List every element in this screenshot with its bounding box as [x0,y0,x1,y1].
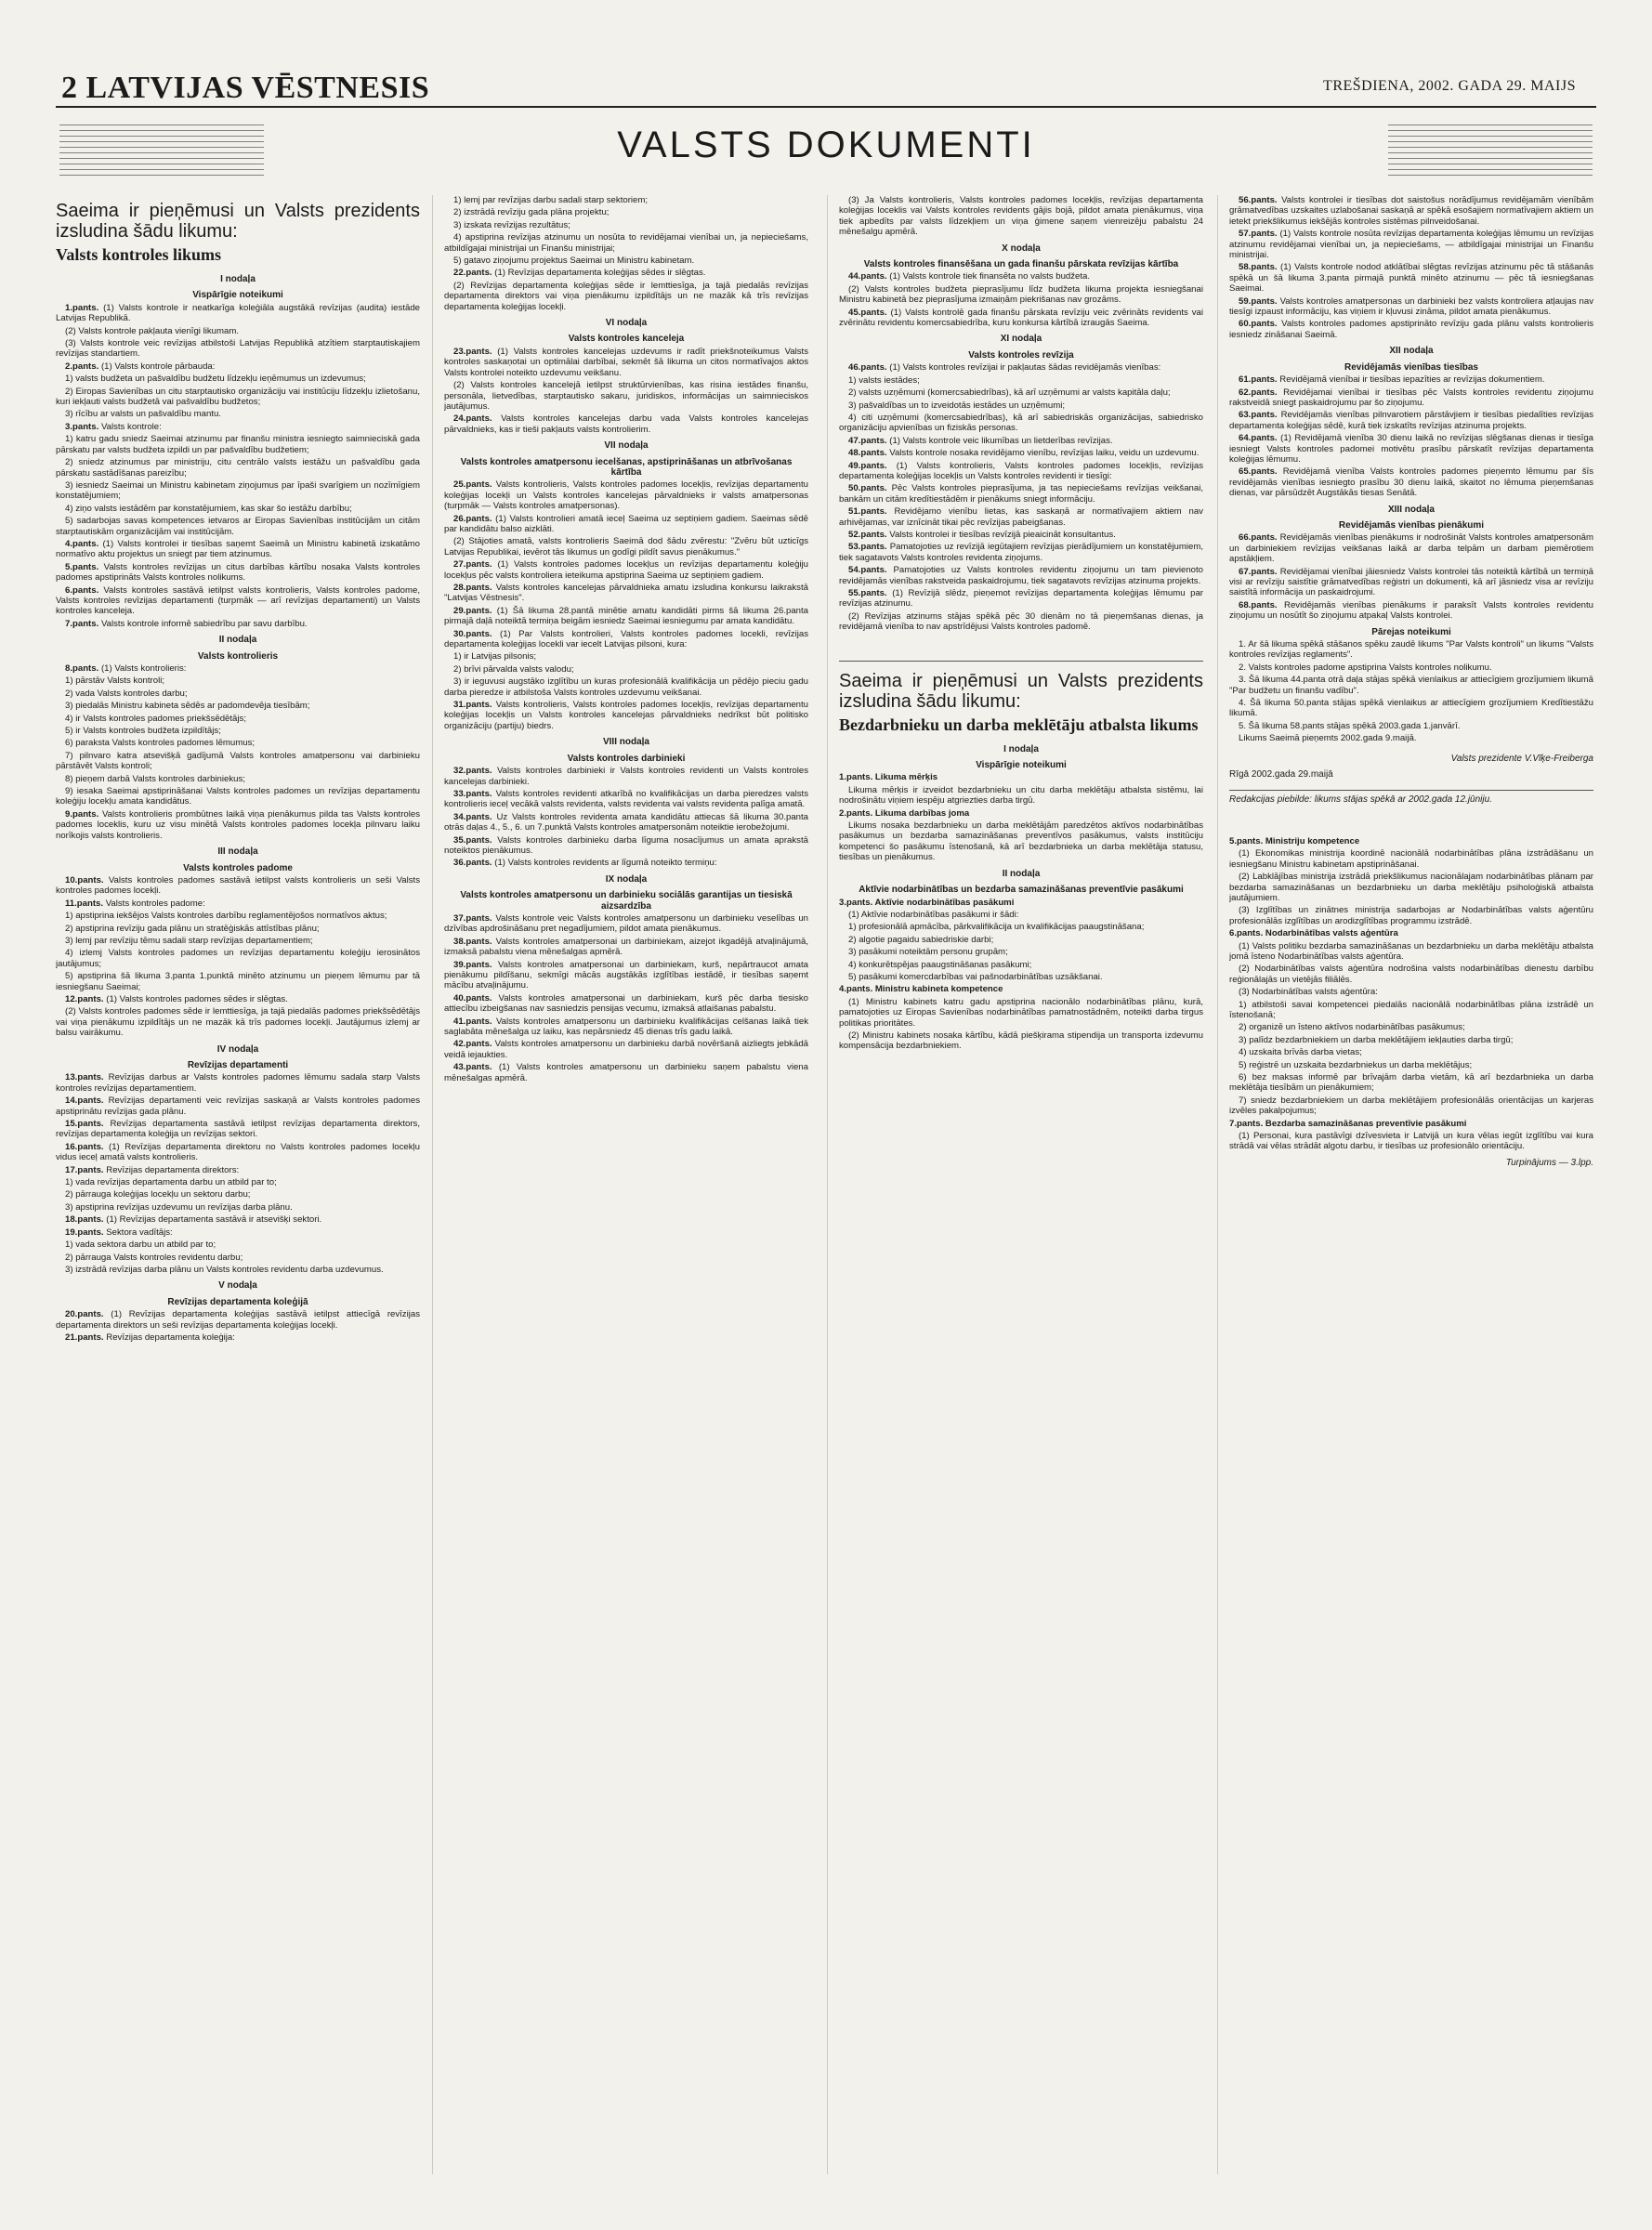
article-paragraph: 1) valsts iestādes; [848,374,920,386]
article-paragraph: (2) Revīzijas atzinums stājas spēkā pēc 30 dienām no tā pieņemšanas dienas, ja revidējamā vienība to nav apstrīdējusi Valsts kontroles padomē. [839,610,1203,633]
article-paragraph: 1) lemj par revīzijas darbu sadali starp sektoriem; [453,195,649,205]
article-paragraph: 30.pants. (1) Par Valsts kontrolieri, Valsts kontroles padomes locekli, revīzijas departamenta koleģijas locekli var iecelt Latvijas pilsoni, kura: [444,628,808,650]
article-paragraph: 40.pants. Valsts kontroles amatpersonai un darbiniekam, kurš pēc darba tiesisko attiecību izbeigšanas nav sasniedzis pensijas vecumu, izmaksā atlaišanas pabalstu. [444,992,808,1015]
article-paragraph: (2) Revīzijas departamenta koleģijas sēde ir lemttiesīga, ja tajā piedalās revīzijas departamenta direktors vai viņa pienākumu izpildītājs un ne mazāk kā trīs revīzijas departamenta koleģijas locekļi. [444,280,808,312]
article-paragraph: 2) pārrauga koleģijas locekļu un sektoru darbu; [65,1189,251,1200]
article-paragraph: 14.pants. Revīzijas departamenti veic revīzijas saskaņā ar Valsts kontroles padomes apstiprinātu revīzijas gada plānu. [56,1095,420,1117]
article-paragraph: (2) Valsts kontrole pakļauta vienīgi likumam. [65,325,239,336]
article-paragraph: 7.pants. Valsts kontrole informē sabiedrību par savu darbību. [65,618,308,629]
article-paragraph: (2) Nodarbinātības valsts aģentūra nodrošina valsts nodarbinātības dienestu darbību reģionālajās un vietējās filiālēs. [1229,964,1593,985]
article-paragraph: (1) Ekonomikas ministrija koordinē nacionālā nodarbinātības plāna izstrādāšanu un iesniegšanu Ministru kabinetam apstiprināšanai. [1229,848,1593,870]
article-paragraph: 5. Šā likuma 58.pants stājas spēkā 2003.gada 1.janvārī. [1239,720,1461,731]
article-paragraph: 21.pants. Revīzijas departamenta koleģija: [65,1331,235,1343]
article-paragraph: 59.pants. Valsts kontroles amatpersonas un darbinieki bez valsts kontroliera atļaujas nav tiesīgi izpaust informāciju, kas viņiem ir kļuvusi zināma, pildot amata pienākumus. [1229,295,1593,318]
article-paragraph: (3) Valsts kontrole veic revīzijas atbilstoši Latvijas Republikā atzītiem starptautiskajiem revīzijas standartiem. [56,338,420,360]
chapter-number: VIII nodaļa [602,737,649,748]
chapter-number: IV nodaļa [216,1043,259,1055]
article-paragraph: 34.pants. Uz Valsts kontroles revidenta amata kandidātu attiecas šā likuma 30.panta otrās daļas 4., 5., 6. un 7.punktā Valsts kontroles amatpersonām noteiktie ierobežojumi. [444,811,808,833]
article-paragraph: 35.pants. Valsts kontroles darbinieku darba līguma nosacījumus un amata aprakstā noteiktos pienākumus. [444,834,808,856]
article-paragraph: 5) pasākumi komercdarbības vai pašnodarbinātības uzsākšanai. [848,971,1103,982]
article-paragraph: (2) Stājoties amatā, valsts kontrolieris Saeimā dod šādu zvērestu: "Zvēru būt uzticīgs Latvijas Republikai, ievērot tās likumus un godīgi pildīt savus pienākumus." [444,536,808,558]
article-paragraph: 27.pants. (1) Valsts kontroles padomes locekļus un revīzijas departamentu koleģiju locekļus pēc valsts kontroliera ieteikuma apstiprina Saeima uz septiņiem gadiem. [444,559,808,581]
article-paragraph: 46.pants. (1) Valsts kontroles revīzijai ir pakļautas šādas revidējamās vienības: [848,362,1161,374]
article-paragraph: 2) Eiropas Savienības un citu starptautisko organizāciju vai institūciju līdzekļu izlietošanu, kuri iekļauti valsts budžetā vai pašvaldību budžetos; [56,386,420,408]
chapter-title: Valsts kontroles kanceleja [568,334,685,345]
article-paragraph: 26.pants. (1) Valsts kontrolieri amatā ieceļ Saeima uz septiņiem gadiem. Saeimas sēdē par kandidātu balso aizklāti. [444,513,808,534]
article-paragraph: 1) valsts budžeta un pašvaldību budžetu līdzekļu ieņēmumus un izdevumus; [65,374,366,385]
article-paragraph: 18.pants. (1) Revīzijas departamenta sastāvā ir atsevišķi sektori. [65,1214,322,1226]
chapter-title: Valsts kontroles darbinieki [567,753,686,764]
article-heading: 2.pants. Likuma darbības joma [839,807,970,819]
article-paragraph: 1) pārstāv Valsts kontroli; [65,676,164,687]
article-paragraph: 61.pants. Revidējamā vienībai ir tiesības iepazīties ar revīzijas dokumentiem. [1239,374,1545,386]
chapter-title: Aktīvie nodarbinātības un bezdarba samazināšanas preventīvie pasākumi [859,885,1184,896]
chapter-title: Vispārīgie noteikumi [976,760,1067,771]
chapter-title: Revidējamās vienības tiesības [1344,361,1478,373]
article-paragraph: 5) sadarbojas savas kompetences ietvaros ar Eiropas Savienības institūcijām un citām starptautiskām organizācijām vai institūcijām. [56,516,420,537]
article-paragraph: 1) profesionālā apmācība, pārkvalifikācija un kvalifikācijas paaugstināšana; [848,922,1145,933]
article-paragraph: 3) izskata revīzijas rezultātus; [453,219,570,230]
chapter-title: Valsts kontroles finansēšana un gada finanšu pārskata revīzijas kārtība [863,259,1179,270]
article-paragraph: (1) Aktīvie nodarbinātības pasākumi ir šādi: [848,909,1019,920]
article-separator [839,661,1203,662]
article-paragraph: 2) valsts uzņēmumi (komercsabiedrības), kā arī uzņēmumi ar valsts kapitāla daļu; [848,387,1171,399]
article-heading: 6.pants. Nodarbinātības valsts aģentūra [1229,928,1398,939]
column-3 [839,195,1203,2174]
article-heading: 3.pants. Aktīvie nodarbinātības pasākumi [839,897,1015,908]
chapter-number: III nodaļa [217,846,258,858]
article-paragraph: 22.pants. (1) Revīzijas departamenta koleģijas sēdes ir slēgtas. [453,268,706,279]
article-paragraph: 8) pieņem darbā Valsts kontroles darbiniekus; [65,773,245,784]
column-4 [1229,195,1593,2174]
chapter-number: VII nodaļa [604,440,649,452]
column-divider [1217,195,1218,2174]
editor-note: Redakcijas piebilde: likums stājas spēkā ar 2002.gada 12.jūniju. [1229,790,1593,805]
president-signature: Valsts prezidente V.Vīķe-Freiberga [1450,753,1593,764]
article-paragraph: (3) Ja Valsts kontrolieris, Valsts kontroles padomes locekļis, revīzijas departamenta koleģijas loceklis vai Valsts kontroles revidents gājis bojā, pildot amata pienākumus, viņa tiek apbedīts par valsts līdzekļiem un viņa ģimene saņem vienreizēju pabalstu 24 mēnešalgu apmērā. [839,195,1203,238]
article-paragraph: 4) citi uzņēmumi (komercsabiedrības), kā arī sabiedriskās organizācijas, sabiedrisko organizāciju apvienības un fiziskās personas. [839,412,1203,434]
chapter-number: X nodaļa [1002,243,1041,254]
article-paragraph: 7) pilnvaro katra atsevišķā gadījumā Valsts kontroles amatpersonu vai darbinieku pārstāvēt Valsts kontroli; [56,750,420,772]
article-paragraph: 55.pants. (1) Revīzijā slēdz, pieņemot revīzijas departamenta koleģijas lēmumu par revīzijas atzinumu. [839,588,1203,610]
article-paragraph: 3) rīcību ar valsts un pašvaldību mantu. [65,409,221,420]
chapter-title: Valsts kontrolieris [197,650,279,662]
article-paragraph: 32.pants. Valsts kontroles darbinieki ir Valsts kontroles revidenti un Valsts kontroles kancelejas darbinieki. [444,766,808,787]
chapter-title: Valsts kontroles revīzija [968,349,1074,361]
article-paragraph: 2. Valsts kontroles padome apstiprina Valsts kontroles nolikumu. [1239,662,1492,673]
article-paragraph: 1. Ar šā likuma spēkā stāšanos spēku zaudē likums "Par Valsts kontroli" un likums "Valsts kontroles revīzijas reglaments". [1229,639,1593,661]
article-paragraph: 4) konkurētspējas paaugstināšanas pasākumi; [848,959,1032,970]
article-paragraph: 9) iesaka Saeimai apstiprināšanai Valsts kontroles padomes un revīzijas departamentu koleģiju locekļu amata kandidātus. [56,786,420,807]
article-paragraph: 3. Šā likuma 44.panta otrā daļa stājas spēkā vienlaikus ar attiecīgiem grozījumiem likumā "Par budžetu un finanšu vadību". [1229,675,1593,696]
article-paragraph: 24.pants. Valsts kontroles kancelejas darbu vada Valsts kontroles kancelejas pārvaldnieks, kas ir tieši pakļauts valsts kontrolierim. [444,413,808,435]
article-paragraph: (2) Ministru kabinets nosaka kārtību, kādā piešķirama stipendija un transporta izdevumu kompensācija bezdarbniekiem. [839,1030,1203,1052]
article-paragraph: 1) katru gadu sniedz Saeimai atzinumu par finanšu ministra iesniegto saimnieciskā gada pārskatu par valsts budžeta izpildi un par pašvaldību budžetiem; [56,434,420,455]
article-paragraph: 63.pants. Revidējamās vienības pilnvarotiem pārstāvjiem ir tiesības piedalīties revīzijas departamenta koleģijas sēdē, kurā tiek izskatīts revīzijas atzinuma projekts. [1229,410,1593,431]
article-paragraph: 49.pants. (1) Valsts kontrolieris, Valsts kontroles padomes locekļis, revīzijas departamenta koleģijas locekļis un Valsts kontroles revidenti ir tiesīgi: [839,460,1203,481]
chapter-number: XII nodaļa [1389,346,1434,357]
article-paragraph: 66.pants. Revidējamās vienības pienākums ir nodrošināt Valsts kontroles amatpersonām un darbiniekiem revīzijas veikšanas laikā ar darba telpām un darbam piemērotiem apstākļiem. [1229,532,1593,565]
article-paragraph: 44.pants. (1) Valsts kontrole tiek finansēta no valsts budžeta. [848,271,1091,282]
chapter-number: XI nodaļa [1000,334,1042,345]
article-paragraph: 1) vada revīzijas departamenta darbu un atbild par to; [65,1177,277,1188]
article-paragraph: 51.pants. Revidējamo vienību lietas, kas saskaņā ar normatīvajiem aktiem nav arhivējamas, var iznīcināt tikai pēc revīzijas pabeigšanas. [839,506,1203,528]
article-heading: 7.pants. Bezdarba samazināšanas preventīvie pasākumi [1229,1118,1467,1129]
article-paragraph: 50.pants. Pēc Valsts kontroles pieprasījuma, ja tas nepieciešams revīzijas veikšanai, bankām un citām kredītiestādēm ir pienākums sniegt informāciju. [839,483,1203,505]
article-paragraph: (2) Valsts kontroles budžeta pieprasījumu līdz budžeta likuma projekta iesniegšanai Ministru kabinetā bez pieprasījuma izmaiņām piekrišanas nav grozāms. [839,283,1203,306]
article-paragraph: 41.pants. Valsts kontroles amatpersonu un darbinieku kvalifikācijas celšanas laikā tiek saglabāta mēnešalga uz laiku, kas nepārsniedz 45 dienas trīs gadu laikā. [444,1016,808,1038]
article-paragraph: 65.pants. Revidējamā vienība Valsts kontroles padomes pieņemto lēmumu par šīs revidējamās vienības iesniegto prasību 30 dienu laikā, skaitot no lēmuma pieņemšanas dienas, var pārsūdzēt Augstākās tiesas Senātā. [1229,466,1593,499]
article-paragraph: 2) organizē un īsteno aktīvos nodarbinātības pasākumus; [1239,1022,1465,1033]
article-paragraph: 3) ir ieguvusi augstāko izglītību un kuras profesionālā kvalifikācija un pēdējo pieciu gadu darba pieredze ir atbilstoša Valsts kontroles uzdevumu veikšanai. [444,676,808,698]
chapter-title: Revīzijas departamenta koleģijā [167,1296,308,1307]
article-paragraph: 12.pants. (1) Valsts kontroles padomes sēdes ir slēgtas. [65,993,288,1004]
article-paragraph: 10.pants. Valsts kontroles padomes sastāvā ietilpst valsts kontrolieris un seši Valsts kontroles padomes locekļi. [56,874,420,897]
article-paragraph: 47.pants. (1) Valsts kontrole veic likumības un lietderības revīzijas. [848,435,1113,446]
article-paragraph: 3) palīdz bezdarbniekiem un darba meklētājiem iekļauties darba tirgū; [1239,1034,1514,1045]
article-paragraph: 67.pants. Revidējamai vienībai jāiesniedz Valsts kontrolei tās noteiktā kārtībā un termiņā visi ar revīziju saistītie grāmatvedības reģistri un dokumenti, kā arī jāsniedz visa ar revīziju saistītā informācija un paskaidrojumi. [1229,566,1593,598]
article-paragraph: (1) Ministru kabinets katru gadu apstiprina nacionālo nodarbinātības plānu, kurā, pamatojoties uz Eiropas Savienības nodarbinātības pamatnostādnēm, noteikti darba tirgus politikas prioritātes. [839,996,1203,1029]
article-paragraph: 5) ir Valsts kontroles budžeta izpildītājs; [65,726,221,737]
article-paragraph: 3) piedalās Ministru kabineta sēdēs ar padomdevēja tiesībām; [65,701,310,712]
chapter-title: Vispārīgie noteikumi [192,290,283,301]
law1-lead: Saeima ir pieņēmusi un Valsts prezidents izsludina šādu likumu: [56,201,420,242]
chapter-number: XIII nodaļa [1387,504,1435,515]
chapter-number: VI nodaļa [605,318,648,329]
article-paragraph: 2) algotie pagaidu sabiedriskie darbi; [848,934,994,945]
article-paragraph: 4.pants. (1) Valsts kontrolei ir tiesības saņemt Saeimā un Ministru kabinetā izskatāmo normatīvo aktu projektus un sniegt par tiem atzinumus. [56,538,420,560]
article-paragraph: 5.pants. Valsts kontroles revīzijas un citus darbības kārtību nosaka Valsts kontroles padomes apstiprināts Valsts kontroles nolikums. [56,561,420,584]
law1-title: Valsts kontroles likums [56,245,222,264]
article-paragraph: (1) Valsts politiku bezdarba samazināšanas un bezdarbnieku un darba meklētāju atbalsta jomā īsteno Nodarbinātības valsts aģentūra. [1229,940,1593,962]
article-paragraph: 58.pants. (1) Valsts kontrole nodod atklātībai slēgtas revīzijas atzinumu pēc tā stāšanās spēkā un šā likuma 3.panta pirmajā punktā minēto atzinumu — pēc tā iesniegšanas Saeimai. [1229,262,1593,295]
article-paragraph: 2) sniedz atzinumus par ministriju, citu centrālo valsts iestāžu un pašvaldību gada pārskatu sastādīšanas pareizību; [56,457,420,479]
article-paragraph: 45.pants. (1) Valsts kontrolē gada finanšu pārskata revīziju veic zvērināts revidents vai zvērinātu revidentu komercsabiedrība, kuru konkursa kārtībā izraugās Saeima. [839,307,1203,329]
article-paragraph: (3) Izglītības un zinātnes ministrija sadarbojas ar Nodarbinātības valsts aģentūru profesionālās izglītības un arodizglītības programmu izstrādē. [1229,905,1593,926]
article-paragraph: Likuma mērķis ir izveidot bezdarbnieku un citu darba meklētāju atbalsta sistēmu, lai nodrošinātu viņiem iespēju atgriezties darba tirgū. [839,784,1203,807]
article-paragraph: 4) uzskaita brīvās darba vietas; [1239,1047,1362,1058]
adoption-note: Likums Saeimā pieņemts 2002.gada 9.maijā. [1239,733,1417,744]
article-paragraph: 3) apstiprina revīzijas uzdevumu un revīzijas darba plānu. [65,1201,293,1213]
article-paragraph: 38.pants. Valsts kontroles amatpersonai un darbiniekam, aizejot ikgadējā atvaļinājumā, izmaksā pabalstu viena mēnešalgas apmērā. [444,936,808,958]
article-paragraph: 16.pants. (1) Revīzijas departamenta direktoru no Valsts kontroles padomes locekļu vidus ieceļ amatā valsts kontrolieris. [56,1141,420,1163]
article-paragraph: 11.pants. Valsts kontroles padome: [65,898,205,909]
article-paragraph: 2.pants. (1) Valsts kontrole pārbauda: [65,361,216,372]
article-paragraph: 62.pants. Revidējamai vienībai ir tiesības pēc Valsts kontroles revidentu ziņojumu rakstveidā sniegt paskaidrojumu par šo ziņojumu. [1229,387,1593,408]
chapter-number: V nodaļa [218,1280,257,1292]
masthead-rule [56,106,1596,108]
chapter-title: Revidējamās vienības pienākumi [1338,519,1485,531]
article-paragraph: 60.pants. Valsts kontroles padomes apstiprināto revīziju gada plānu valsts kontrolieris iesniedz zināšanai Saeimā. [1229,319,1593,340]
law2-lead: Saeima ir pieņēmusi un Valsts prezidents izsludina šādu likumu: [839,670,1203,712]
article-paragraph: 15.pants. Revīzijas departamenta sastāvā ietilpst revīzijas departamenta direktors, revīzijas departamenta koleģija un revīzijas sektori. [56,1119,420,1140]
article-paragraph: 1) atbilstoši savai kompetencei piedalās nacionālā nodarbinātības plāna izstrādē un īstenošanā; [1229,999,1593,1020]
article-paragraph: 3) izstrādā revīzijas darba plānu un Valsts kontroles revidentu darba uzdevumus. [65,1264,384,1275]
article-paragraph: 19.pants. Sektora vadītājs: [65,1226,173,1238]
article-paragraph: 4) apstiprina revīzijas atzinumu un nosūta to revidējamai vienībai un, ja nepieciešams, atbildīgajai ministrijai un Finanšu ministrijai; [444,232,808,254]
article-paragraph: 31.pants. Valsts kontrolieris, Valsts kontroles padomes locekļis, revīzijas departamentu koleģijas locekļis un Valsts kontroles kancelejas pārvaldnieks nedrīkst būt politisko organizāciju (partiju) biedrs. [444,700,808,731]
chapter-number: IX nodaļa [605,873,648,885]
article-paragraph: 9.pants. Valsts kontrolieris prombūtnes laikā viņa pienākumus pilda tas Valsts kontroles padomes loceklis, kuru uz visu minētā Valsts kontroles padomes locekļa pilnvaru laiku norīkojis valsts kontrolieris. [56,808,420,841]
article-paragraph: 5) reģistrē un uzskaita bezdarbniekus un darba meklētājus; [1239,1059,1473,1070]
chapter-number: II nodaļa [218,635,257,646]
article-paragraph: 1) apstiprina iekšējos Valsts kontroles darbību reglamentējošos normatīvos aktus; [65,911,387,922]
article-paragraph: (1) Personai, kura pastāvīgi dzīvesvieta ir Latvijā un kura vēlas iegūt izglītību vai kura strādā vai vēlas strādāt algotu darbu, ir tiesības uz profesionālo orientāciju. [1229,1131,1593,1152]
article-paragraph: 52.pants. Valsts kontrolei ir tiesības revīzijā pieaicināt konsultantus. [848,529,1116,540]
chapter-title: Valsts kontroles amatpersonu iecelšanas, apstiprināšanas un atbrīvošanas kārtība [460,456,793,478]
continued-note: Turpinājums — 3.lpp. [1505,1157,1593,1168]
chapter-title: Valsts kontroles amatpersonu un darbinieku sociālās garantijas un tiesiskā aizsardzība [460,890,793,912]
article-paragraph: 6) paraksta Valsts kontroles padomes lēmumus; [65,738,256,749]
article-paragraph: 4) ir Valsts kontroles padomes priekšsēdētājs; [65,713,246,724]
article-paragraph: 25.pants. Valsts kontrolieris, Valsts kontroles padomes locekļis, revīzijas departamentu koleģijas locekļi un Valsts kontroles kancelejas pārvaldnieks ir valsts amatpersonas (turpmāk — Valsts kontroles amatpersonas). [444,479,808,512]
chapter-number: I nodaļa [220,274,256,284]
masthead-title: 2 LATVIJAS VĒSTNESIS [61,71,430,105]
article-paragraph: 5) apstiprina šā likuma 3.panta 1.punktā minēto atzinumu un pieņem lēmumu par tā iesniegšanu Saeimai; [56,971,420,992]
article-paragraph: (2) Labklājības ministrija izstrādā priekšlikumus nacionālajam nodarbinātības plānam par bezdarba samazināšanas un bezdarbnieku un darba meklētāju psiholoģiskā atbalsta jautājumiem. [1229,872,1593,903]
article-paragraph: 3) lemj par revīziju tēmu sadali starp revīzijas departamentiem; [65,935,313,946]
article-paragraph: 4) izlemj Valsts kontroles padomes un revīzijas departamentu koleģiju ierosinātos jautājumus; [56,948,420,969]
article-heading: 1.pants. Likuma mērķis [839,772,938,783]
article-paragraph: 28.pants. Valsts kontroles kancelejas pārvaldnieka amatu izsludina konkursu laikrakstā "Latvijas Vēstnesis". [444,583,808,604]
law2-title: Bezdarbnieku un darba meklētāju atbalsta likums [839,715,1199,734]
article-paragraph: 1) ir Latvijas pilsonis; [453,651,537,662]
chapter-number: II nodaļa [1002,868,1041,879]
article-paragraph: 2) brīvi pārvalda valsts valodu; [453,663,574,675]
article-paragraph: 68.pants. Revidējamās vienības pienākums ir paraksīt Valsts kontroles revidentu ziņojumu un nosūtīt šo ziņojumu atpakaļ Valsts kontrolei. [1229,599,1593,622]
article-paragraph: (3) Nodarbinātības valsts aģentūra: [1239,987,1378,998]
article-paragraph: 7) sniedz bezdarbniekiem un darba meklētājiem profesionālās orientācijas un karjeras izvēles pakalpojumus; [1229,1095,1593,1117]
masthead-date: TREŠDIENA, 2002. GADA 29. MAIJS [1323,78,1576,94]
article-paragraph: 2) vada Valsts kontroles darbu; [65,688,188,699]
article-paragraph: 4) ziņo valsts iestādēm par konstatējumiem, kas skar šo iestāžu darbību; [65,503,352,514]
article-heading: 4.pants. Ministru kabineta kompetence [839,984,1003,995]
article-paragraph: Likums nosaka bezdarbnieku un darba meklētājām paredzētos aktīvos nodarbinātības pasākumus un bezdarba samazināšanas preventīvos pasākumus, valsts institūciju kompetenci šo pasākumu īstenošanā, kā arī bezdarbnieka un darba meklētāja statusu, tiesības un pienākumus. [839,820,1203,863]
place-date: Rīgā 2002.gada 29.maijā [1229,769,1333,780]
column-divider [827,195,828,2174]
article-paragraph: 39.pants. Valsts kontroles amatpersonai un darbiniekam, kurš, nepārtraucot amata pienākumu pildīšanu, sekmīgi mācās augstākās izglītības iestādē, ir tiesības saņemt mācību atvaļinājumu. [444,959,808,991]
article-heading: 5.pants. Ministriju kompetence [1229,835,1360,846]
article-paragraph: (2) Valsts kontroles kancelejā ietilpst struktūrvienības, kas risina iestādes finanšu, personāla, lietvedības, starptautisko sakaru, juridiskos, informācijas un saimnieciskos jautājumus. [444,380,808,412]
article-paragraph: 48.pants. Valsts kontrole nosaka revidējamo vienību, revīzijas laiku, veidu un uzdevumu. [848,448,1200,459]
article-paragraph: 33.pants. Valsts kontroles revidenti atkarībā no kvalifikācijas un darba pieredzes valsts kontrolieris ieceļ vecākā valsts revidenta, valsts revidenta vai valsts revidenta palīga amatā. [444,788,808,810]
article-columns [56,195,1598,2174]
article-paragraph: 4. Šā likuma 50.panta stājas spēkā vienlaikus ar attiecīgiem grozījumiem Kredītiestāžu likumā. [1229,698,1593,719]
section-banner [56,119,1596,186]
article-paragraph: 6.pants. Valsts kontroles sastāvā ietilpst valsts kontrolieris, Valsts kontroles padome, Valsts kontroles revīzijas departamenti (turpmāk — arī revīzijas departamenti) un Valsts kontroles kanceleja. [56,584,420,617]
article-paragraph: 36.pants. (1) Valsts kontroles revidents ar līgumā noteikto termiņu: [453,858,717,869]
article-paragraph: (2) Valsts kontroles padomes sēde ir lemttiesīga, ja tajā piedalās padomes priekšsēdētājs vai viņa pienākumu izpildītājs un ne mazāk kā trīs padomes locekļi. Jautājumus izlemj ar balsu vairākumu. [56,1006,420,1039]
article-paragraph: 17.pants. Revīzijas departamenta direktors: [65,1164,240,1175]
article-paragraph: 1) vada sektora darbu un atbild par to; [65,1240,216,1251]
article-paragraph: 64.pants. (1) Revidējamā vienība 30 dienu laikā no revīzijas slēgšanas dienas ir tiesīga iesniegt Valsts kontroles padomei motivētu prasību pārskatīt revīzijas departamenta koleģijas lēmumu. [1229,433,1593,465]
article-paragraph: 1.pants. (1) Valsts kontrole ir neatkarīga koleģiāla augstākā revīzijas (audita) iestāde Latvijas Republikā. [56,302,420,324]
article-paragraph: 5) gatavo ziņojumu projektus Saeimai un Ministru kabinetam. [453,256,695,267]
article-paragraph: 13.pants. Revīzijas darbus ar Valsts kontroles padomes lēmumu sadala starp Valsts kontroles revīzijas departamentiem. [56,1072,420,1094]
article-paragraph: 2) apstiprina revīziju gada plānu un stratēģiskās attīstības plānu; [65,923,320,934]
newspaper-page [37,56,1615,2202]
article-paragraph: 42.pants. Valsts kontroles amatpersonu un darbinieku darbā novēršanā aizliegts jebkādā veidā iejaukties. [444,1039,808,1060]
column-divider [432,195,433,2174]
article-paragraph: 53.pants. Pamatojoties uz revīzijā iegūtajiem revīzijas pierādījumiem un konstatējumiem, tiek sagatavots Valsts kontroles revidenta ziņojums. [839,542,1203,563]
transitional-title: Pārejas noteikumi [1371,626,1451,637]
article-paragraph: 6) bez maksas informē par brīvajām darba vietām, kā arī bezdarbnieka un darba meklētāja tiesībām un pienākumiem; [1229,1072,1593,1094]
article-paragraph: 29.pants. (1) Šā likuma 28.pantā minētie amatu kandidāti pirms šā likuma 26.panta pirmajā daļā noteiktā termiņa beigām iesniedz Saeimai iesniegumu par amata kandidātu. [444,605,808,627]
article-paragraph: 3) pasākumi noteiktām personu grupām; [848,947,1008,958]
chapter-number: I nodaļa [1003,743,1039,754]
chapter-title: Valsts kontroles padome [183,862,293,873]
article-paragraph: 2) pārrauga Valsts kontroles revidentu darbu; [65,1252,243,1263]
article-paragraph: 56.pants. Valsts kontrolei ir tiesības dot saistošus norādījumus revidējamām vienībām grāmatvedības uzskaites uzlabošanai saskaņā ar spēkā esošajiem normatīvajiem aktiem un ietekt priekšlikumus iekšējās kontroles sistēmas pilnveidošanai. [1229,195,1593,227]
section-title: VALSTS DOKUMENTI [617,125,1035,165]
article-paragraph: 43.pants. (1) Valsts kontroles amatpersonu un darbinieku saņem pabalstu viena mēnešalgas apmērā. [444,1062,808,1083]
article-paragraph: 3) iesniedz Saeimai un Ministru kabinetam ziņojumus par īpaši svarīgiem un nozīmīgiem konstatējumiem; [56,479,420,502]
article-paragraph: 3.pants. Valsts kontrole: [65,421,162,432]
column-2 [444,195,808,2174]
article-paragraph: 8.pants. (1) Valsts kontrolieris: [65,663,187,674]
article-paragraph: 2) izstrādā revīziju gada plāna projektu; [453,207,610,218]
column-1 [56,195,420,2174]
article-paragraph: 23.pants. (1) Valsts kontroles kancelejas uzdevums ir radīt priekšnoteikumus Valsts kontroles saskaņotai un optimālai darbībai, sekmēt šā likuma un citos normatīvajos aktos Valsts kontrolei noteikto uzdevumu veikšanu. [444,346,808,378]
article-paragraph: 57.pants. (1) Valsts kontrole nosūta revīzijas departamenta koleģijas lēmumu un revīzijas atzinumu revidējamai vienībai un, ja nepieciešams, — atbildīgajai ministrijai un Finanšu ministrijai. [1229,229,1593,261]
chapter-title: Revīzijas departamenti [187,1060,289,1070]
banner-lines-right [1388,125,1593,178]
article-paragraph: 3) pašvaldības un to izveidotās iestādes un uzņēmumi; [848,400,1066,411]
article-paragraph: 54.pants. Pamatojoties uz Valsts kontroles revidentu ziņojumu un tam pievienoto revidējamās vienības rakstveida paskaidrojumu, tiek sagatavots revīzijas atzinuma projekts. [839,565,1203,586]
article-paragraph: 20.pants. (1) Revīzijas departamenta koleģijas sastāvā ietilpst attiecīgā revīzijas departamenta direktors un seši revīzijas departamenta koleģijas locekļi. [56,1309,420,1331]
article-paragraph: 37.pants. Valsts kontrole veic Valsts kontroles amatpersonu un darbinieku veselības un dzīvības apdrošināšanu pret negadījumiem, pildot amata pienākumus. [444,912,808,935]
